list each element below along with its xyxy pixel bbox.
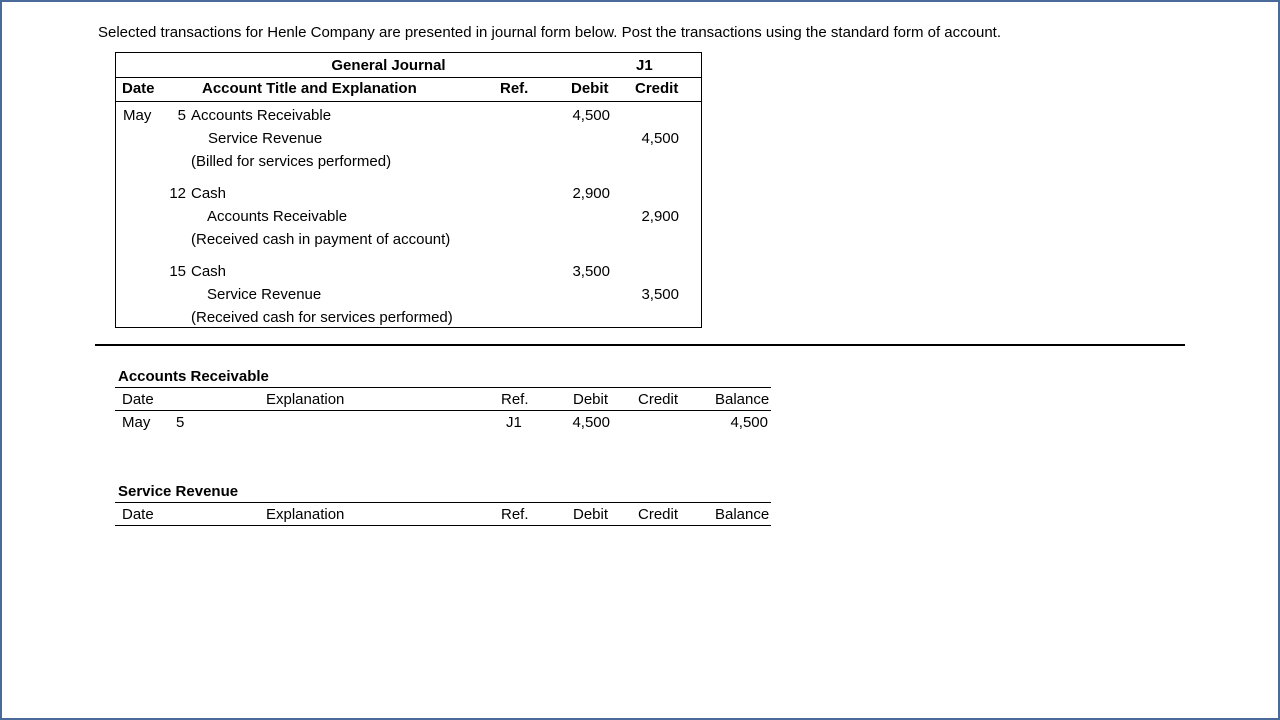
ledger-header-explanation: Explanation (266, 391, 345, 408)
section-separator (95, 344, 1185, 346)
ledger-header-credit: Credit (638, 506, 679, 523)
ledger-header-balance: Balance (715, 506, 770, 523)
journal-page-ref: J1 (636, 57, 653, 74)
general-journal (115, 52, 702, 328)
ledger-header-rule (115, 525, 771, 526)
entry-explanation: (Billed for services performed) (191, 153, 392, 170)
entry-credit-account: Service Revenue (207, 286, 322, 303)
entry-debit-amount: 2,900 (572, 185, 610, 202)
entry-explanation: (Received cash for services performed) (191, 309, 453, 326)
journal-header-account: Account Title and Explanation (202, 80, 417, 97)
ledger-title: Service Revenue (118, 483, 239, 500)
ledger-title-rule (115, 387, 771, 388)
ledger-header-debit: Debit (573, 506, 609, 523)
journal-title-divider (116, 77, 701, 78)
ledger-title: Accounts Receivable (118, 368, 269, 385)
entry-debit-account: Cash (191, 185, 227, 202)
ledger-header-balance: Balance (715, 391, 770, 408)
ledger-row-ref: J1 (506, 414, 522, 431)
entry-credit-account: Accounts Receivable (207, 208, 348, 225)
journal-title: General Journal (331, 57, 446, 74)
entry-day: 5 (177, 107, 186, 124)
ledger-header-ref: Ref. (501, 506, 529, 523)
ledger-header-date: Date (122, 391, 154, 408)
ledger-header-debit: Debit (573, 391, 609, 408)
journal-header-date: Date (122, 80, 155, 97)
entry-credit-amount: 4,500 (641, 130, 679, 147)
entry-day: 15 (169, 263, 186, 280)
ledger-header-date: Date (122, 506, 154, 523)
entry-credit-amount: 3,500 (641, 286, 679, 303)
journal-header-ref: Ref. (500, 80, 529, 97)
journal-header-debit: Debit (571, 80, 609, 97)
entry-credit-account: Service Revenue (208, 130, 323, 147)
instructions-text: Selected transactions for Henle Company are presented in journal form below. Post the transactions using the standard form of account. (98, 24, 1001, 41)
ledger-header-rule (115, 410, 771, 411)
ledger-row-day: 5 (176, 414, 185, 431)
ledger-row-month: May (122, 414, 151, 431)
entry-credit-amount: 2,900 (641, 208, 679, 225)
entry-explanation: (Received cash in payment of account) (191, 231, 451, 248)
ledger-header-credit: Credit (638, 391, 679, 408)
entry-day: 12 (169, 185, 186, 202)
ledger-row-balance: 4,500 (730, 414, 768, 431)
journal-header-divider (116, 101, 701, 102)
ledger-row-debit: 4,500 (572, 414, 610, 431)
journal-header-credit: Credit (635, 80, 679, 97)
ledger-header-explanation: Explanation (266, 506, 345, 523)
entry-debit-account: Accounts Receivable (191, 107, 332, 124)
journal-month: May (123, 107, 152, 124)
entry-debit-account: Cash (191, 263, 227, 280)
ledger-header-ref: Ref. (501, 391, 529, 408)
entry-debit-amount: 4,500 (572, 107, 610, 124)
entry-debit-amount: 3,500 (572, 263, 610, 280)
ledger-title-rule (115, 502, 771, 503)
